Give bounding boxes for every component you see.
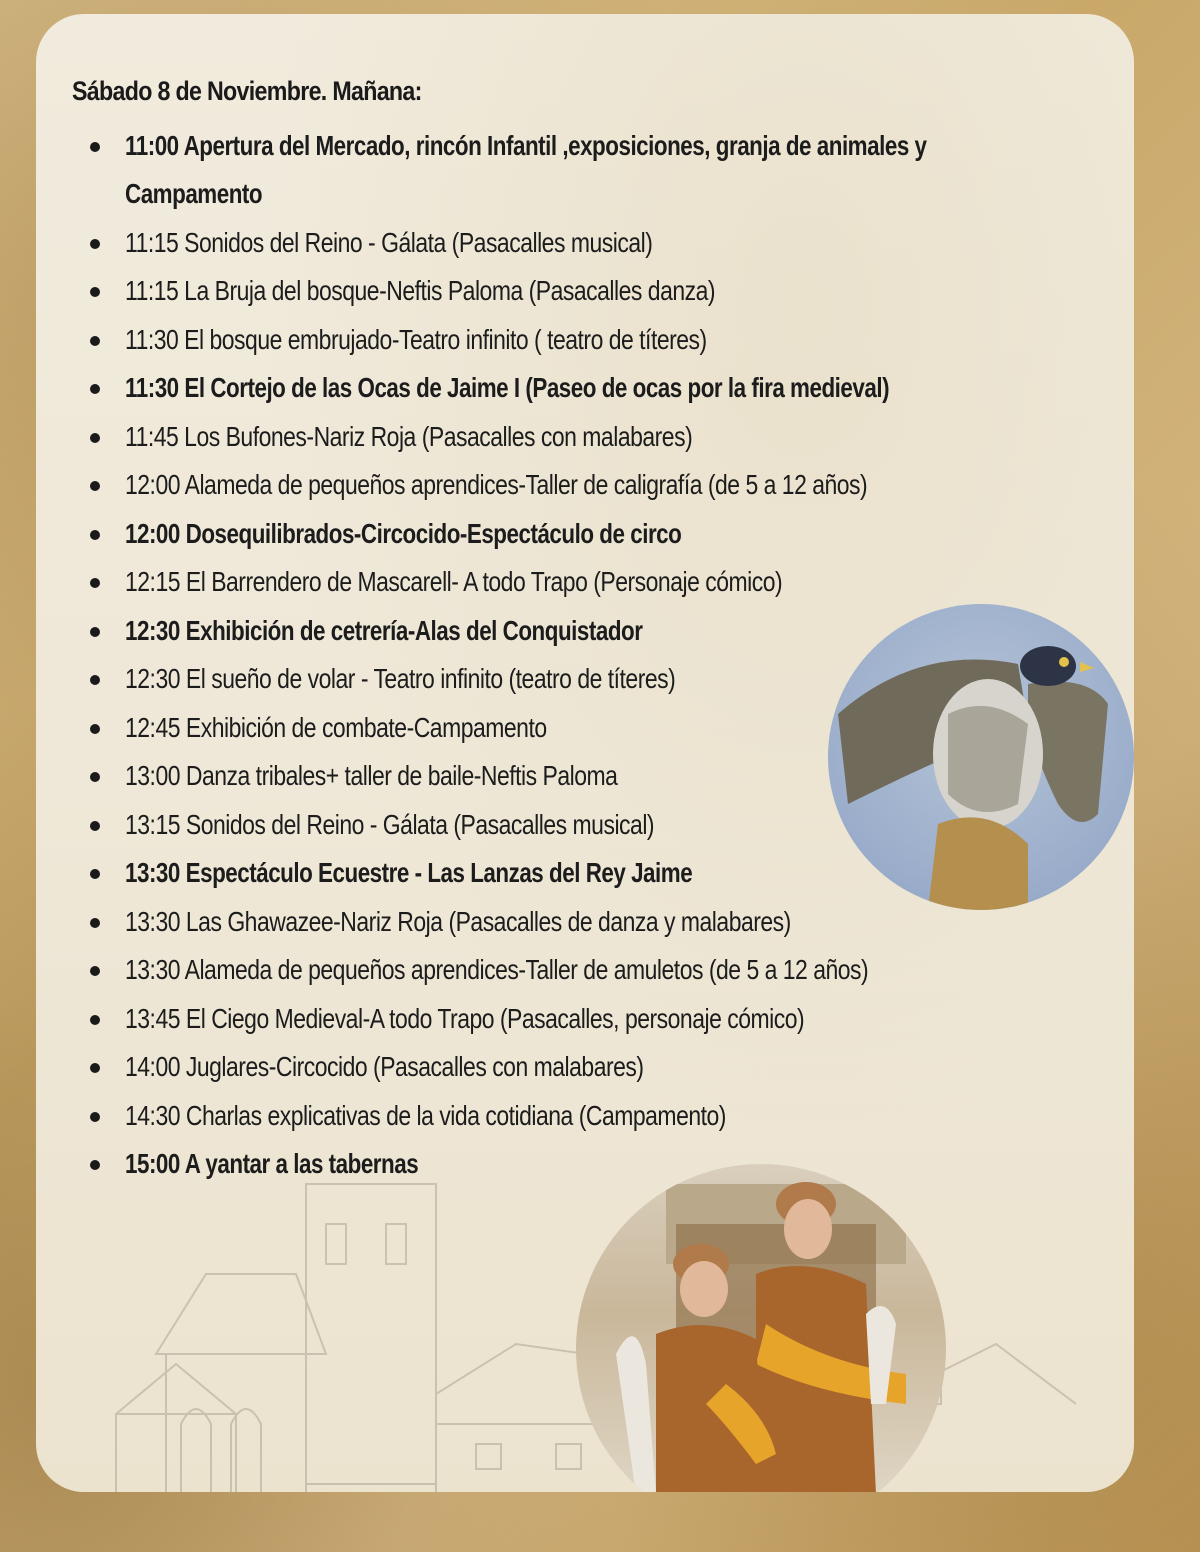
schedule-item-text: 12:30 El sueño de volar - Teatro infinito (teatro de títeres) — [125, 663, 676, 694]
schedule-item-text: 11:15 Sonidos del Reino - Gálata (Pasacalles musical) — [125, 226, 653, 258]
bullet-icon — [90, 481, 100, 491]
schedule-item-text: 11:15 La Bruja del bosque-Neftis Paloma (Pasacalles danza) — [125, 275, 716, 306]
schedule-item — [88, 413, 1134, 462]
schedule-item-text: 11:45 Los Bufones-Nariz Roja (Pasacalles con malabares) — [125, 420, 693, 452]
bullet-icon — [90, 384, 100, 394]
bullet-icon — [90, 1063, 100, 1073]
schedule-item-text: 15:00 A yantar a las tabernas — [125, 1148, 419, 1179]
schedule-panel — [36, 14, 1134, 1492]
bullet-icon — [90, 627, 100, 637]
schedule-item — [88, 1092, 1134, 1141]
bullet-icon — [90, 530, 100, 540]
bullet-icon — [90, 918, 100, 928]
schedule-item — [88, 1140, 1134, 1189]
bullet-icon — [90, 142, 100, 152]
schedule-item-text: 11:30 El bosque embrujado-Teatro infinito ( teatro de títeres) — [125, 323, 707, 355]
schedule-item — [88, 946, 1134, 995]
schedule-heading: Sábado 8 de Noviembre. Mañana: — [72, 76, 422, 106]
bullet-icon — [90, 772, 100, 782]
schedule-item — [88, 316, 1134, 365]
schedule-item-text: 13:00 Danza tribales+ taller de baile-Neftis Paloma — [125, 760, 618, 791]
schedule-item-text: 14:00 Juglares-Circocido (Pasacalles con malabares) — [125, 1051, 644, 1082]
schedule-item — [88, 364, 1134, 413]
schedule-item — [88, 1043, 1134, 1092]
schedule-item-text: 13:30 Alameda de pequeños aprendices-Taller de amuletos (de 5 a 12 años) — [125, 954, 869, 985]
falcon-illustration — [828, 604, 1134, 910]
schedule-item-text: 13:45 El Ciego Medieval-A todo Trapo (Pasacalles, personaje cómico) — [125, 1002, 805, 1034]
schedule-item-text: 12:45 Exhibición de combate-Campamento — [125, 711, 547, 743]
schedule-item — [88, 122, 1134, 219]
schedule-item-text: 11:00 Apertura del Mercado, rincón Infantil ,exposiciones, granja de animales y Campamento — [125, 130, 927, 209]
schedule-item-text: 13:30 Espectáculo Ecuestre - Las Lanzas del Rey Jaime — [125, 857, 693, 888]
bullet-icon — [90, 869, 100, 879]
bullet-icon — [90, 1112, 100, 1122]
schedule-item — [88, 510, 1134, 559]
bullet-icon — [90, 966, 100, 976]
bullet-icon — [90, 1015, 100, 1025]
schedule-item-text: 12:00 Alameda de pequeños aprendices-Taller de caligrafía (de 5 a 12 años) — [125, 469, 868, 500]
schedule-item — [88, 219, 1134, 268]
schedule-item — [88, 267, 1134, 316]
bullet-icon — [90, 1160, 100, 1170]
bullet-icon — [90, 821, 100, 831]
schedule-item — [88, 558, 1134, 607]
schedule-item — [88, 461, 1134, 510]
schedule-item-text: 12:15 El Barrendero de Mascarell- A todo Trapo (Personaje cómico) — [125, 566, 783, 597]
schedule-item-text: 13:30 Las Ghawazee-Nariz Roja (Pasacalles de danza y malabares) — [125, 905, 791, 937]
schedule-item-text: 14:30 Charlas explicativas de la vida cotidiana (Campamento) — [125, 1099, 726, 1131]
schedule-item-text: 12:00 Dosequilibrados-Circocido-Espectáculo de circo — [125, 517, 682, 549]
schedule-item-text: 11:30 El Cortejo de las Ocas de Jaime I (Paseo de ocas por la fira medieval) — [125, 372, 890, 403]
bullet-icon — [90, 239, 100, 249]
bullet-icon — [90, 336, 100, 346]
falcon-photo — [828, 604, 1134, 910]
bullet-icon — [90, 675, 100, 685]
schedule-item-text: 13:15 Sonidos del Reino - Gálata (Pasacalles musical) — [125, 808, 655, 840]
bullet-icon — [90, 287, 100, 297]
bullet-icon — [90, 724, 100, 734]
bullet-icon — [90, 433, 100, 443]
schedule-item — [88, 995, 1134, 1044]
bullet-icon — [90, 578, 100, 588]
schedule-item-text: 12:30 Exhibición de cetrería-Alas del Conquistador — [125, 614, 643, 646]
